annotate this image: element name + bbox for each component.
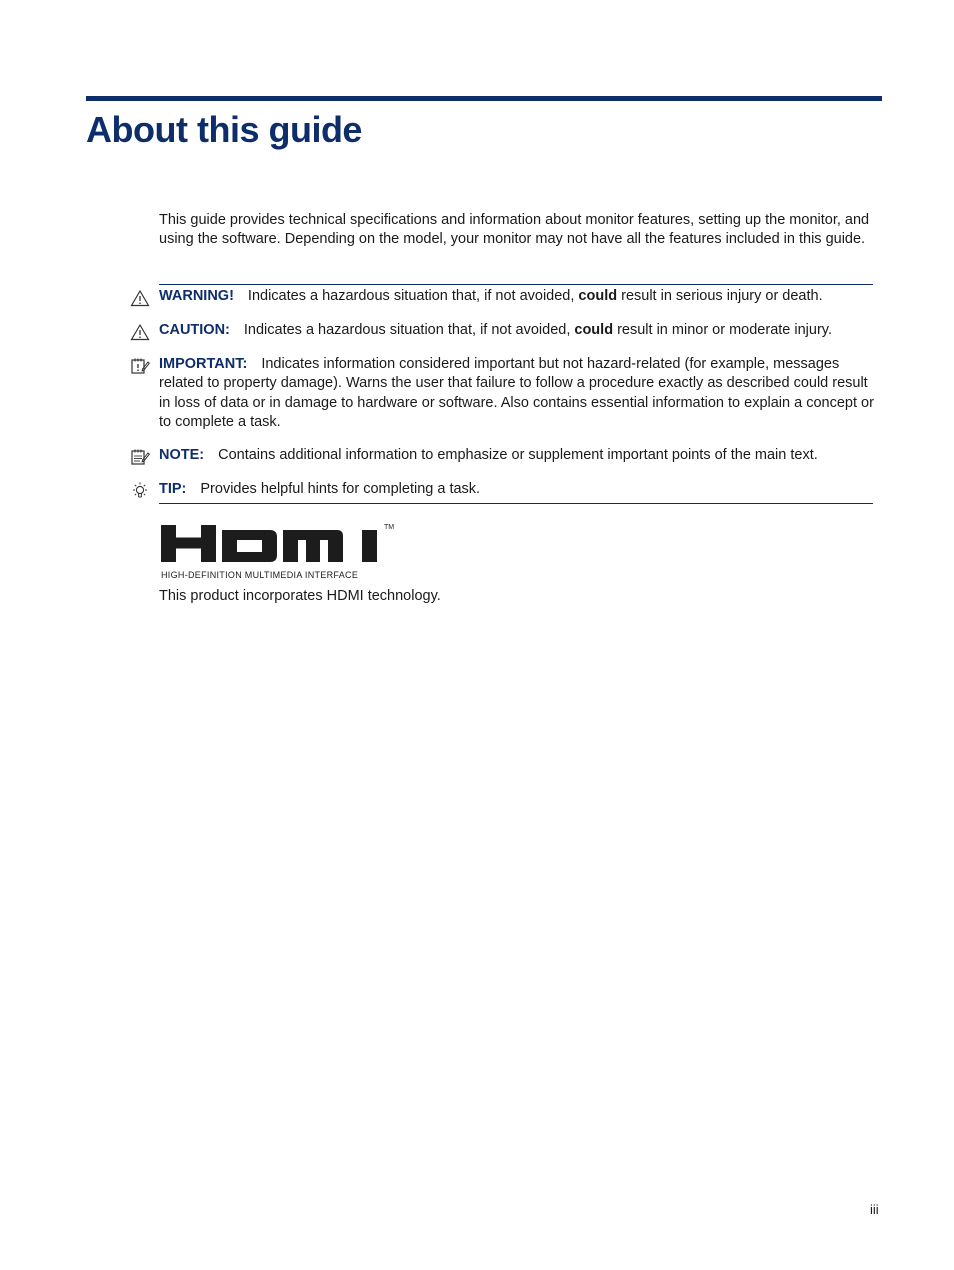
note-note — [159, 446, 875, 465]
warning-triangle-icon — [130, 289, 150, 307]
important-note — [159, 355, 875, 432]
hdmi-trademark: TM — [384, 524, 395, 531]
hdmi-logo — [160, 522, 398, 582]
important-label: IMPORTANT: — [159, 356, 248, 372]
page-number: iii — [870, 1202, 879, 1217]
lightbulb-icon — [130, 482, 150, 500]
caution-emphasis: could — [574, 322, 614, 338]
warning-note — [159, 287, 875, 306]
warning-emphasis: could — [578, 288, 618, 304]
important-text: Indicates information considered important but not hazard-related (for example, messages related to property damage). Warns the user that failure to follow a procedure exactly as described could result in loss of data or in damage to hardware or software. Also contains essential information to explain a concept or to complete a task. — [159, 356, 874, 430]
caution-label: CAUTION: — [159, 322, 230, 338]
page-title: About this guide — [86, 109, 362, 150]
warning-text-before: Indicates a hazardous situation that, if not avoided, — [247, 288, 575, 304]
warning-triangle-icon — [130, 323, 150, 341]
intro-paragraph: This guide provides technical specifications and information about monitor features, setting up the monitor, and using the software. Depending on the model, your monitor may not have all the features included in this guide. — [159, 212, 870, 248]
hdmi-logo-subtitle: HIGH-DEFINITION MULTIMEDIA INTERFACE — [161, 570, 359, 580]
note-label: NOTE: — [159, 447, 205, 463]
tip-note — [159, 480, 875, 499]
notes-bottom-rule — [159, 503, 873, 504]
title-rule — [86, 96, 882, 101]
caution-text-before: Indicates a hazardous situation that, if not avoided, — [243, 322, 571, 338]
hdmi-caption: This product incorporates HDMI technology. — [159, 588, 441, 604]
tip-text: Provides helpful hints for completing a task. — [200, 481, 481, 497]
note-text: Contains additional information to emphasize or supplement important points of the main text. — [218, 447, 818, 463]
caution-text-after: result in minor or moderate injury. — [617, 322, 832, 338]
notes-top-rule — [159, 284, 873, 285]
caution-note — [159, 321, 875, 340]
warning-label: WARNING! — [159, 288, 234, 304]
warning-text-after: result in serious injury or death. — [621, 288, 823, 304]
note-pad-icon — [130, 448, 150, 466]
tip-label: TIP: — [159, 481, 187, 497]
important-note-icon — [130, 357, 150, 375]
